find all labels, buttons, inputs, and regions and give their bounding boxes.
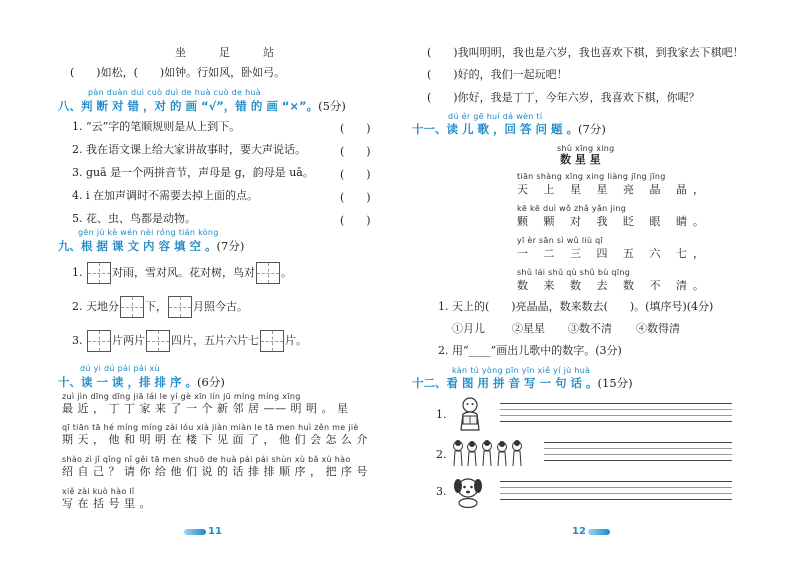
writing-line[interactable]	[500, 415, 732, 416]
dialog-line-3: ( )你好，我是丁丁，今年六岁，我喜欢下棋，你呢？	[427, 91, 700, 104]
answer-paren[interactable]: ( )	[340, 145, 371, 158]
sec8-item-3: 3. guā 是一个两拼音节，声母是 g，韵母是 uā。	[72, 166, 314, 179]
puppy-picture	[450, 474, 486, 508]
tian-zi-box[interactable]	[120, 296, 144, 318]
poem-title: 数 星 星	[560, 153, 601, 166]
poem-line-4: 数 来 数 去 数 不 清。	[517, 279, 710, 292]
writing-line[interactable]	[544, 442, 732, 443]
poem-pinyin-2: kē kē duì wǒ zhǎ yǎn jing	[517, 204, 627, 213]
tian-zi-box[interactable]	[168, 296, 192, 318]
item-number: 1.	[72, 266, 83, 279]
sec12-title	[412, 375, 633, 391]
sec9-pinyin: gēn jù kè wén nèi róng tián kòng	[78, 228, 219, 237]
sec8-pinyin: pàn duàn duì cuò duì de huà cuò de huà	[88, 88, 262, 97]
page-deco-left	[184, 529, 206, 535]
sec11-title-text: 十一、读 儿 歌 ，回 答 问 题 。	[412, 122, 579, 136]
poem-line-1: 天 上 星 星 亮 晶 晶，	[517, 183, 710, 196]
sec12-pinyin: kàn tú yòng pīn yīn xiě yí jù huà	[452, 366, 591, 375]
sec8-score: (5分)	[318, 99, 346, 113]
passage-line-3: 绍 自 己 ？ 请 你 给 他 们 说 的 话 排 排 顺 序 ， 把 序 号	[62, 465, 368, 478]
sec11-score: (7分)	[578, 122, 606, 136]
page-deco-right	[588, 529, 610, 535]
item-text: 片两片	[112, 334, 145, 347]
poem-line-3: 一 二 三 四 五 六 七，	[517, 247, 710, 260]
sec12-score: (15分)	[597, 376, 633, 390]
writing-line[interactable]	[500, 403, 732, 404]
option-2: ②星星	[512, 322, 545, 335]
passage-pinyin-2: qī tiān tā hé míng míng zài lóu xià jiàn miàn le tā men huì zěn me jiè	[62, 423, 359, 432]
item-text: 月照今古。	[193, 300, 248, 313]
passage-line-1: 最 近 ， 丁 丁 家 来 了 一 个 新 邻 居 —— 明 明 。 星	[62, 402, 349, 415]
writing-line[interactable]	[500, 409, 732, 410]
writing-line[interactable]	[544, 460, 732, 461]
sec8-item-2: 2. 我在语文课上给大家讲故事时，要大声说话。	[72, 143, 306, 156]
sec10-score: (6分)	[197, 375, 225, 389]
sec10-title	[58, 374, 225, 390]
option-3: ③数不清	[568, 322, 612, 335]
sec8-title	[58, 98, 346, 114]
poem-pinyin-4: shǔ lái shǔ qù shǔ bù qīng	[517, 268, 631, 277]
page-number: 11	[208, 526, 222, 537]
sec10-title-text: 十、读 一 读 ，排 排 序 。	[58, 375, 198, 389]
passage-pinyin-4: xiě zài kuò hào lǐ	[62, 487, 135, 496]
writing-line[interactable]	[500, 493, 732, 494]
picture-item-3-number: 3.	[436, 485, 447, 498]
item-text: 对雨，雪对风。花对树，鸟对	[112, 266, 255, 279]
right-page	[400, 0, 800, 576]
dialog-line-1: ( )我叫明明，我也是六岁，我也喜欢下棋，到我家去下棋吧！	[427, 46, 744, 59]
sec9-item-2	[72, 296, 248, 318]
page-number: 12	[572, 526, 586, 537]
answer-paren[interactable]: ( )	[340, 214, 371, 227]
writing-line[interactable]	[544, 454, 732, 455]
poem-line-2: 颗 颗 对 我 眨 眼 睛。	[517, 215, 710, 228]
row1-text: ( )如松，( )如钟。行如风，卧如弓。	[70, 66, 286, 79]
passage-line-4: 写 在 括 号 里 。	[62, 497, 151, 510]
item-text: 下，	[145, 300, 167, 313]
writing-line[interactable]	[500, 481, 732, 482]
item-text: 2. 天地分	[72, 300, 119, 313]
dialog-line-2: ( )好的，我们一起玩吧！	[427, 68, 568, 81]
sec12-title-text: 十二、看 图 用 拼 音 写 一 句 话 。	[412, 376, 598, 390]
sec8-title-text: 八、判 断 对 错 ，对 的 画 “√”，错 的 画 “×”。	[58, 99, 319, 113]
picture-item-2-number: 2.	[436, 448, 447, 461]
passage-line-2: 期 天 ， 他 和 明 明 在 楼 下 见 面 了 ， 他 们 会 怎 么 介	[62, 433, 368, 446]
tian-zi-box[interactable]	[256, 262, 280, 284]
question-1: 1. 天上的( )亮晶晶，数来数去( )。(填序号)(4分)	[438, 300, 714, 313]
sec9-item-1	[72, 262, 292, 284]
question-2: 2. 用“____”画出儿歌中的数字。(3分)	[438, 344, 622, 357]
sec10-pinyin: dú yi dú pái pái xù	[80, 364, 160, 373]
picture-item-1-number: 1.	[436, 408, 447, 421]
poem-title-pinyin: shǔ xīng xing	[557, 144, 615, 153]
writing-line[interactable]	[544, 448, 732, 449]
boy-reading-picture	[452, 396, 488, 432]
top-words: 坐 足 站	[175, 46, 274, 59]
option-4: ④数得清	[636, 322, 680, 335]
sec8-item-1: 1. “云”字的笔顺规则是从上到下。	[72, 120, 241, 133]
poem-pinyin-1: tiān shàng xīng xing liàng jīng jīng	[517, 172, 666, 181]
answer-paren[interactable]: ( )	[340, 168, 371, 181]
writing-line[interactable]	[500, 421, 732, 422]
sec9-title	[58, 238, 244, 254]
children-playing-picture	[450, 438, 530, 468]
item-text: 。	[281, 266, 292, 279]
sec11-title	[412, 121, 606, 137]
passage-pinyin-1: zuì jìn dīng dīng jiā lái le yí gè xīn lín jū míng míng xīng	[62, 392, 301, 401]
item-number: 3.	[72, 334, 83, 347]
passage-pinyin-3: shào zì jǐ qǐng nǐ gěi tā men shuō de huà pái pái shùn xù bǎ xù hào	[62, 455, 351, 464]
poem-pinyin-3: yī èr sān sì wǔ liù qī	[517, 236, 603, 245]
writing-line[interactable]	[500, 487, 732, 488]
tian-zi-box[interactable]	[87, 330, 111, 352]
item-text: 四片，五片六片七	[171, 334, 259, 347]
answer-paren[interactable]: ( )	[340, 191, 371, 204]
tian-zi-box[interactable]	[87, 262, 111, 284]
sec9-title-text: 九、根 据 课 文 内 容 填 空 。	[58, 239, 217, 253]
item-text: 片。	[285, 334, 307, 347]
sec9-score: (7分)	[216, 239, 245, 253]
tian-zi-box[interactable]	[146, 330, 170, 352]
sec9-item-3	[72, 330, 307, 352]
sec8-item-4: 4. i 在加声调时不需要去掉上面的点。	[72, 189, 259, 202]
option-1: ①月儿	[452, 322, 485, 335]
sec8-item-5: 5. 花、虫、鸟都是动物。	[72, 212, 196, 225]
tian-zi-box[interactable]	[260, 330, 284, 352]
answer-paren[interactable]: ( )	[340, 122, 371, 135]
writing-line[interactable]	[500, 499, 732, 500]
sec11-pinyin: dú ér gē huí dá wèn tí	[448, 112, 543, 121]
